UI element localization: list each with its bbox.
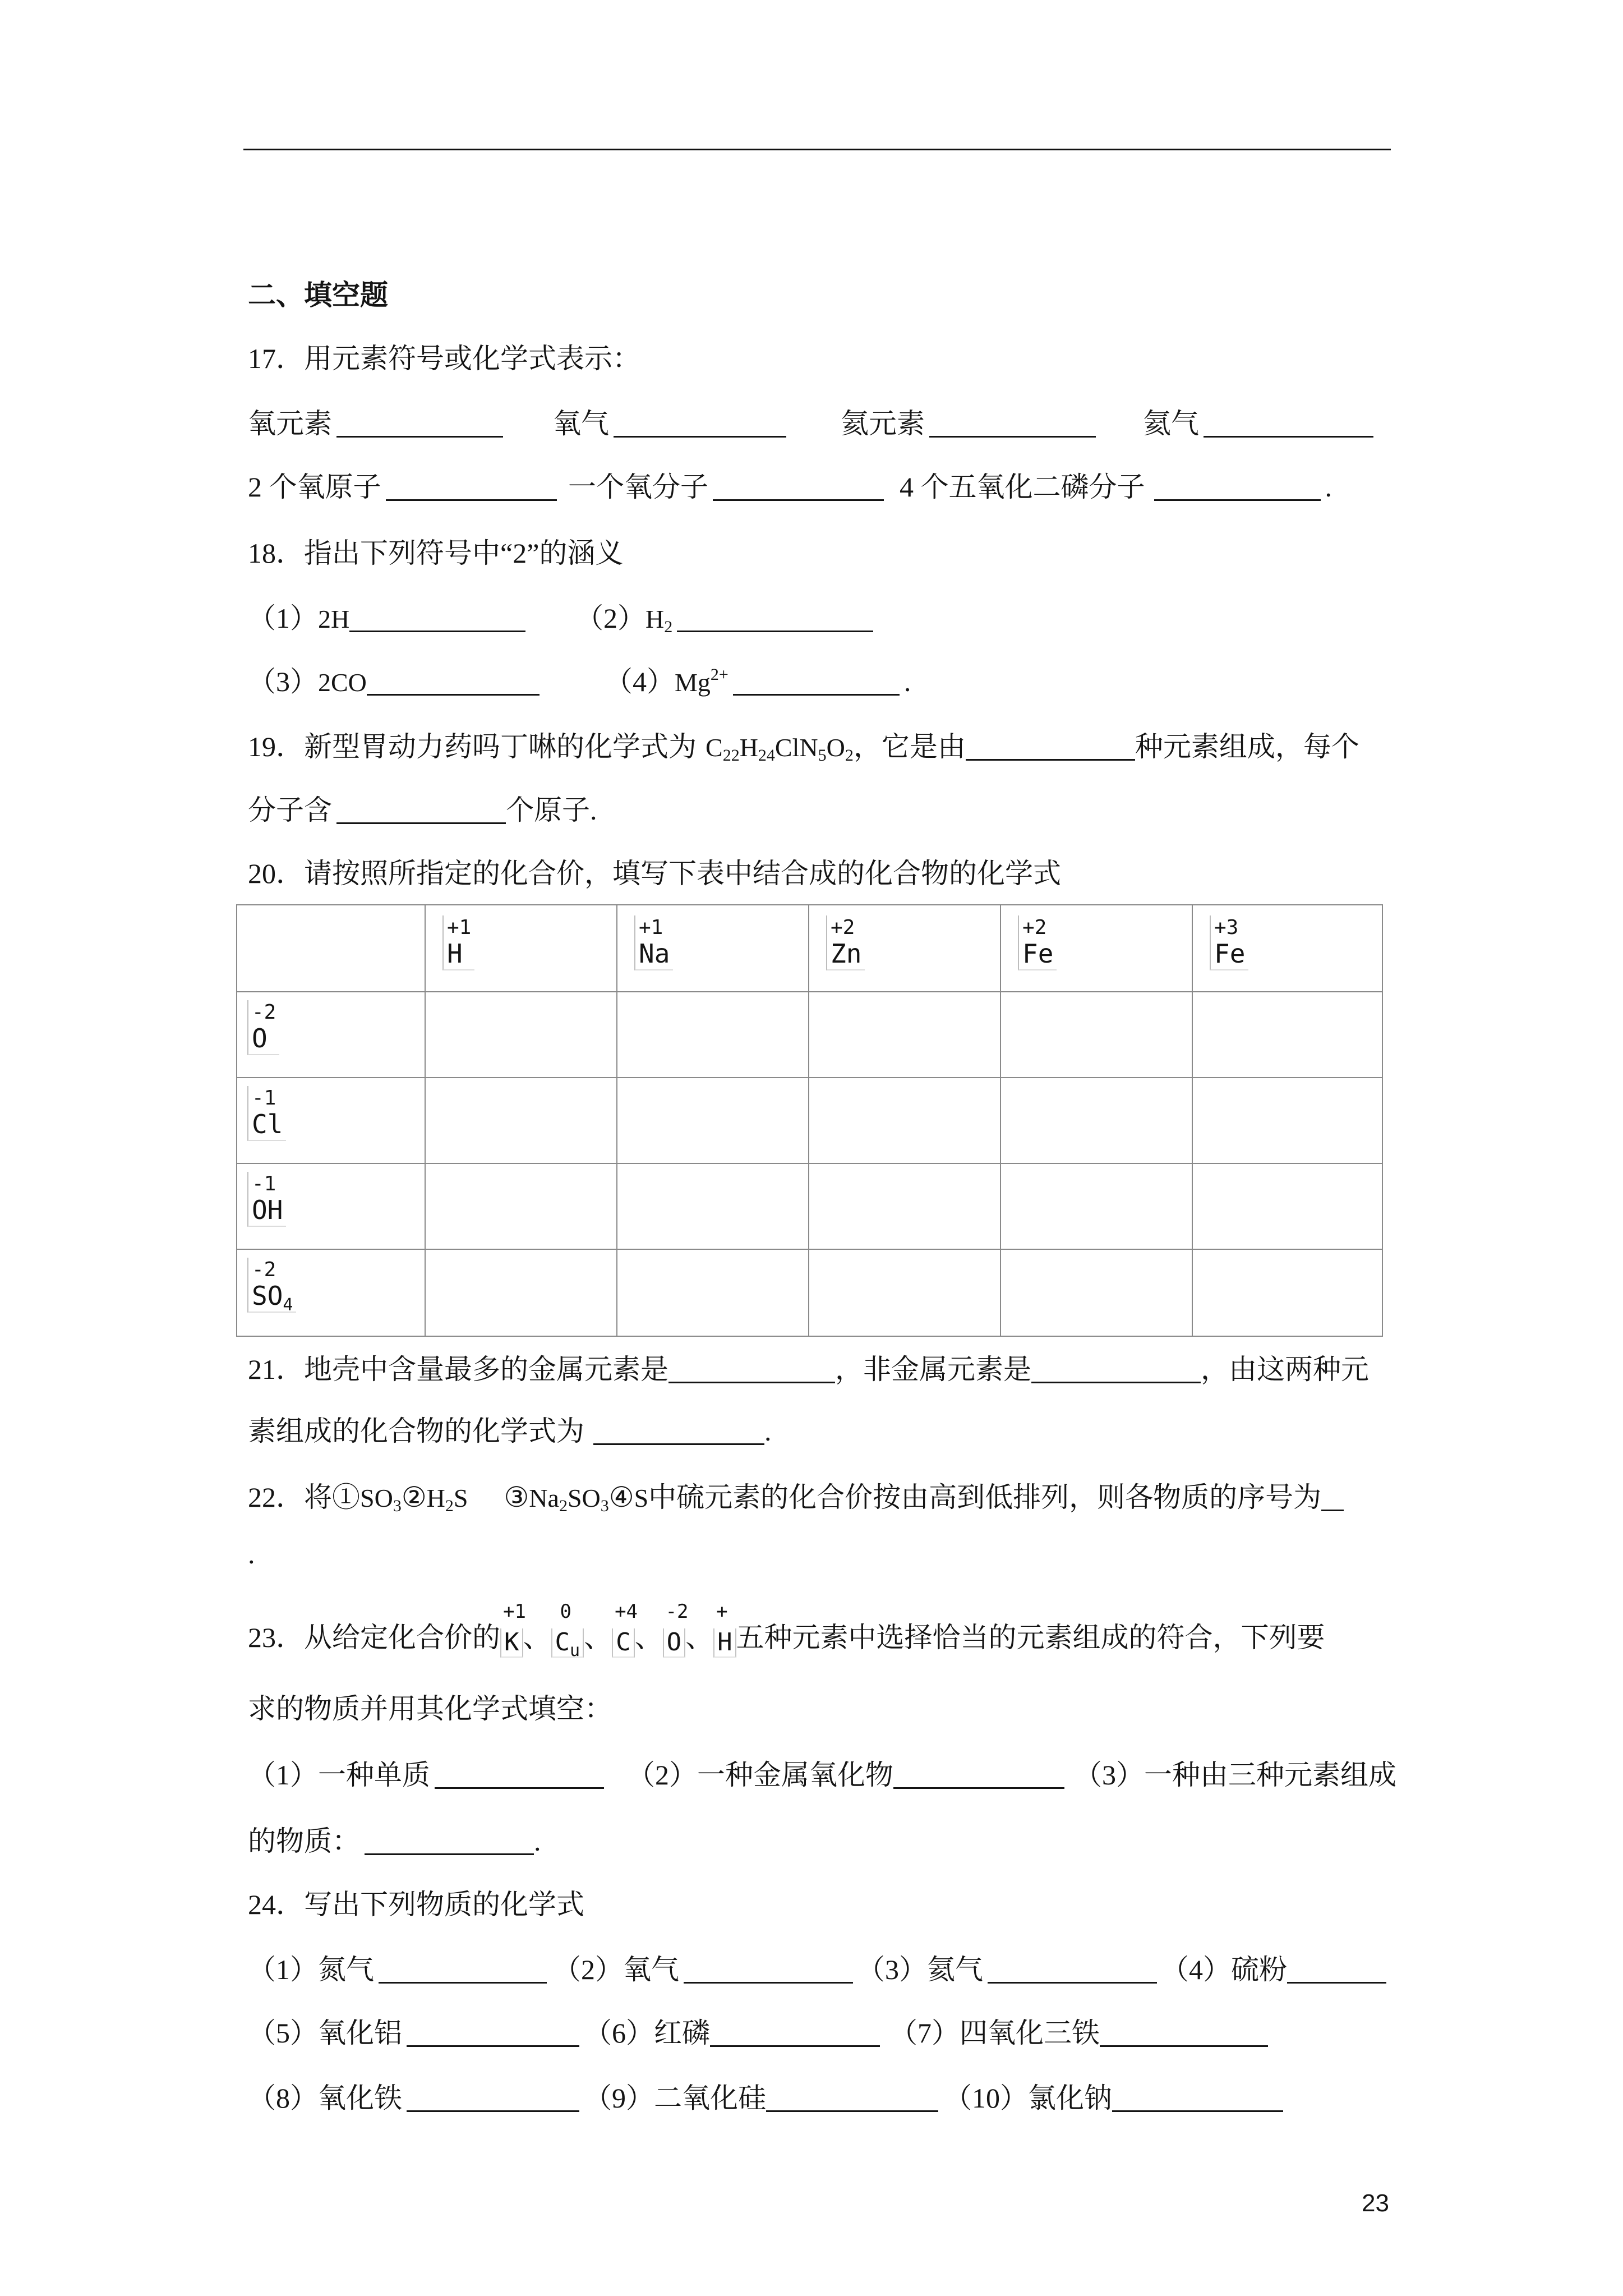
q18-end-period: . (903, 666, 911, 697)
valence-element-mark (663, 1600, 689, 1658)
formula-symbol: S (634, 1484, 649, 1512)
valence-label: +1 (639, 916, 663, 939)
separator: 、 (685, 1622, 714, 1653)
answer-blank (379, 1959, 547, 1984)
answer-blank (336, 413, 503, 438)
element-symbol-text: SO (252, 1281, 283, 1311)
page-number: 23 (1362, 2189, 1389, 2217)
q19-line2-prefix: 分子含 (248, 794, 332, 826)
header-rule (243, 149, 1391, 150)
q19-line2 (248, 793, 597, 827)
answer-blank (929, 413, 1096, 438)
q22-prefix: 22．将 (248, 1481, 332, 1513)
q24-item (944, 2081, 1283, 2115)
q18-symbol: H (645, 605, 665, 633)
q24-item-label: （1）氮气 (248, 1954, 374, 1985)
q17-item (841, 407, 1096, 440)
answer-blank (1321, 1487, 1344, 1511)
separator: 、 (523, 1622, 551, 1653)
table-header-cell (617, 905, 809, 992)
q24-item-label: （8）氧化铁 (248, 2082, 402, 2114)
q24-row1 (0, 1953, 1623, 1986)
valence-label: -1 (252, 1087, 276, 1110)
circled-number: ① (332, 1481, 360, 1513)
q24-item (584, 2016, 880, 2050)
valence-label: 0 (560, 1600, 571, 1623)
answer-blank (677, 608, 873, 632)
q18-row1 (0, 601, 1623, 635)
answer-cell (425, 1249, 617, 1336)
answer-cell (617, 992, 809, 1078)
q17-item (248, 407, 503, 440)
valence-label: -1 (252, 1172, 276, 1195)
table-row-label (237, 992, 425, 1078)
valence-label: +1 (503, 1600, 526, 1623)
q24-item-label: （7）四氧化三铁 (889, 2017, 1100, 2049)
element-symbol: H (717, 1628, 732, 1657)
answer-cell (1000, 992, 1192, 1078)
q24-item (248, 1953, 547, 1986)
answer-cell (617, 1249, 809, 1336)
answer-blank (1031, 1359, 1201, 1383)
answer-blank (733, 671, 900, 696)
formula-symbol: Na (529, 1484, 559, 1512)
q24-item-label: （10）氯化钠 (944, 2082, 1112, 2114)
formula-symbol: N (799, 733, 818, 762)
answer-blank (386, 477, 557, 501)
q21-part2: ，非金属元素是 (835, 1354, 1031, 1385)
q22-line2 (248, 1537, 255, 1571)
q24-stem: 24．写出下列物质的化学式 (248, 1889, 584, 1920)
answer-blank (713, 477, 884, 501)
formula-symbol: S (453, 1484, 468, 1512)
element-symbol: Fe (1214, 938, 1246, 969)
answer-cell (425, 1078, 617, 1163)
formula-subscript: 3 (393, 1497, 402, 1515)
q19-line1 (248, 730, 1359, 763)
q23-item (248, 1758, 604, 1792)
q17-item (553, 407, 786, 440)
answer-cell (617, 1078, 809, 1163)
q17-end-period: . (1325, 471, 1332, 503)
q18-item (605, 665, 911, 700)
answer-cell (1000, 1249, 1192, 1336)
valence-label: +1 (447, 916, 472, 939)
valence-label: +2 (1022, 916, 1047, 939)
q22-suffix: 中硫元素的化合价按由高到低排列，则各物质的序号为 (648, 1481, 1322, 1513)
cation-mark (826, 915, 865, 970)
answer-blank (349, 608, 525, 632)
answer-blank (1154, 477, 1321, 501)
q17-item-label: 氧气 (553, 408, 609, 439)
q19-prefix: 19．新型胃动力药吗丁啉的化学式为 (248, 731, 697, 762)
q24-item-label: （4）硫粉 (1161, 1954, 1287, 1985)
answer-cell (1000, 1163, 1192, 1249)
q17-item-label: 一个氧分子 (568, 471, 708, 503)
formula-symbol: H (426, 1484, 445, 1512)
valence-table (236, 904, 1383, 1337)
q18-stem: 18．指出下列符号中“2”的涵义 (248, 537, 624, 569)
circled-number: ② (401, 1481, 427, 1513)
q24-item (248, 2081, 579, 2115)
answer-blank (684, 1959, 853, 1984)
q23-line1 (248, 1600, 1325, 1660)
q19-after-blank: 种元素组成，每个 (1135, 731, 1359, 762)
q17-item (568, 470, 884, 504)
q23-item (1074, 1758, 1396, 1792)
table-corner-cell (237, 905, 425, 992)
element-symbol (252, 1281, 293, 1315)
separator: 、 (584, 1622, 612, 1653)
circled-number: ④ (608, 1481, 634, 1513)
q18-row2 (0, 665, 1623, 698)
element-symbol: Zn (831, 938, 862, 969)
q17-item-label: 4 个五氧化二磷分子 (900, 471, 1145, 503)
anion-mark (247, 1172, 286, 1227)
answer-cell (809, 1249, 1000, 1336)
cation-mark (1210, 915, 1248, 970)
q24-item-label: （5）氧化铝 (248, 2017, 402, 2049)
anion-mark (247, 1086, 286, 1141)
table-header-cell (1000, 905, 1192, 992)
q22-line1 (248, 1480, 1344, 1514)
formula-subscript: 24 (758, 746, 775, 765)
valence-label: + (716, 1600, 728, 1623)
q18-subscript: 2 (664, 618, 673, 636)
q17-item-label: 氦气 (1143, 408, 1199, 439)
valence-label: +2 (831, 916, 855, 939)
answer-cell (1192, 1163, 1382, 1249)
element-symbol: C (555, 1628, 570, 1657)
q18-item (248, 665, 540, 700)
answer-blank (1100, 2023, 1268, 2047)
q23-line4-text: 的物质： (248, 1825, 360, 1857)
q18-item-label: （4） (605, 666, 675, 697)
answer-blank (966, 737, 1135, 761)
q23-item-label: （2）一种金属氧化物 (627, 1759, 893, 1791)
formula-symbol: C (706, 733, 723, 762)
q18-item-label: （3） (248, 666, 318, 697)
anion-mark (247, 1000, 279, 1055)
table-row (237, 1163, 1382, 1249)
q23-line3 (0, 1758, 1623, 1792)
separator: 、 (634, 1622, 663, 1653)
table-row-label (237, 1078, 425, 1163)
answer-cell (809, 992, 1000, 1078)
q24-row3 (0, 2081, 1623, 2115)
section-title: 二、填空题 (248, 279, 388, 311)
element-symbol: Cl (252, 1109, 283, 1139)
answer-blank (766, 2088, 938, 2112)
q18-item-label: （2） (575, 602, 645, 634)
answer-cell (617, 1163, 809, 1249)
q21-end-period: . (764, 1415, 772, 1447)
answer-blank (893, 1765, 1064, 1789)
q17-row2 (0, 470, 1623, 504)
element-symbol: Fe (1022, 938, 1054, 969)
formula-subscript: 2 (445, 1497, 454, 1515)
formula-subscript: 2 (845, 746, 854, 765)
answer-blank (988, 1959, 1157, 1984)
cation-mark (634, 915, 673, 970)
q23-line4 (248, 1824, 541, 1858)
q21-line1 (248, 1352, 1369, 1386)
formula-subscript: 3 (600, 1497, 609, 1515)
element-symbol: H (447, 938, 463, 969)
answer-cell (1192, 1249, 1382, 1336)
circled-number: ③ (504, 1481, 529, 1513)
answer-cell (1192, 1078, 1382, 1163)
q18-symbol: 2CO (318, 668, 367, 697)
table-row (237, 1249, 1382, 1336)
q23-item-label: （3）一种由三种元素组成 (1074, 1759, 1396, 1791)
formula-symbol: O (826, 733, 845, 762)
answer-cell (809, 1163, 1000, 1249)
q17-item-label: 2 个氧原子 (248, 471, 381, 503)
table-row (237, 1078, 1382, 1163)
table-row-label (237, 1249, 425, 1336)
element-symbol: K (504, 1628, 519, 1657)
answer-blank (407, 2088, 579, 2112)
q21-part3: ，由这两种元 (1201, 1354, 1369, 1385)
element-symbol: Na (639, 938, 670, 969)
formula-subscript: 22 (722, 746, 740, 765)
q24-item (553, 1953, 853, 1986)
table-header-row (237, 905, 1382, 992)
answer-blank (1204, 413, 1373, 438)
q21-line2 (248, 1414, 772, 1448)
q24-item (1161, 1953, 1386, 1986)
table-header-cell (425, 905, 617, 992)
valence-element-mark (612, 1600, 638, 1658)
valence-element-mark (500, 1600, 526, 1658)
q17-item (1143, 407, 1373, 440)
q24-item-label: （3）氦气 (857, 1954, 983, 1985)
valence-element-mark (713, 1600, 736, 1658)
formula-symbol: SO (360, 1484, 393, 1512)
table-header-cell (809, 905, 1000, 992)
answer-blank (336, 800, 506, 824)
answer-blank (710, 2023, 880, 2047)
q18-item-label: （1） (248, 602, 318, 634)
q24-item (857, 1953, 1157, 1986)
answer-blank (367, 671, 540, 696)
answer-blank (668, 1359, 835, 1383)
element-symbol: O (252, 1023, 268, 1053)
answer-cell (809, 1078, 1000, 1163)
formula-symbol: H (739, 733, 758, 762)
table-row (237, 992, 1382, 1078)
q24-item-label: （6）红磷 (584, 2017, 710, 2049)
q17-stem: 17．用元素符号或化学式表示： (248, 343, 640, 374)
q17-item (900, 470, 1332, 504)
valence-label: +3 (1214, 916, 1239, 939)
q23-item (627, 1758, 1064, 1792)
q18-item (248, 601, 525, 636)
valence-element-mark (551, 1600, 584, 1660)
q21-line2-text: 素组成的化合物的化学式为 (248, 1415, 584, 1447)
q18-symbol: 2H (318, 605, 350, 633)
q23-suffix: 五种元素中选择恰当的元素组成的符合，下列要 (736, 1622, 1325, 1653)
q20-stem: 20．请按照所指定的化合价，填写下表中结合成的化合物的化学式 (248, 858, 1061, 889)
answer-blank (365, 1831, 534, 1855)
q17-item (248, 470, 557, 504)
cation-mark (442, 915, 474, 970)
q18-item (575, 601, 873, 636)
q24-item-label: （2）氧气 (553, 1954, 679, 1985)
answer-blank (435, 1765, 604, 1789)
answer-blank (1112, 2088, 1283, 2112)
anion-mark (247, 1258, 296, 1313)
q24-item (889, 2016, 1268, 2050)
element-symbol: C (616, 1628, 631, 1657)
table-row-label (237, 1163, 425, 1249)
q18-superscript: 2+ (710, 665, 728, 684)
answer-cell (1000, 1078, 1192, 1163)
q24-item (584, 2081, 938, 2115)
q18-symbol: Mg (675, 668, 711, 697)
answer-cell (425, 992, 617, 1078)
q24-row2 (0, 2016, 1623, 2050)
cation-mark (1018, 915, 1057, 970)
answer-blank (593, 1421, 764, 1445)
q24-item (248, 2016, 579, 2050)
q17-item-label: 氦元素 (841, 408, 925, 439)
valence-label: -2 (665, 1600, 689, 1623)
q22-end-period: . (248, 1538, 255, 1570)
table-header-cell (1192, 905, 1382, 992)
answer-blank (407, 2023, 579, 2047)
answer-blank (1287, 1959, 1386, 1984)
element-symbol: O (666, 1628, 682, 1657)
formula-symbol: SO (567, 1484, 601, 1512)
q19-line2-suffix: 个原子. (506, 794, 597, 826)
valence-label: -2 (252, 1001, 276, 1024)
answer-blank (614, 413, 786, 438)
element-symbol: OH (252, 1195, 283, 1225)
q23-end-period: . (534, 1825, 541, 1857)
answer-cell (425, 1163, 617, 1249)
q17-row1 (0, 407, 1623, 440)
answer-cell (1192, 992, 1382, 1078)
q23-prefix: 23．从给定化合价的 (248, 1622, 500, 1653)
q21-part1: 21．地壳中含量最多的金属元素是 (248, 1354, 668, 1385)
valence-label: -2 (252, 1258, 276, 1281)
q19-middle: ，它是由 (853, 731, 966, 762)
q24-item-label: （9）二氧化硅 (584, 2082, 766, 2114)
element-subscript: 4 (283, 1295, 293, 1315)
q23-line2: 求的物质并用其化学式填空： (248, 1693, 612, 1724)
element-subscript: u (570, 1641, 580, 1660)
formula-subscript: 2 (559, 1497, 568, 1515)
formula-subscript: 5 (818, 746, 827, 765)
q17-item-label: 氧元素 (248, 408, 332, 439)
valence-label: +4 (615, 1600, 638, 1623)
formula-symbol: Cl (774, 733, 800, 762)
q23-item-label: （1）一种单质 (248, 1759, 430, 1791)
